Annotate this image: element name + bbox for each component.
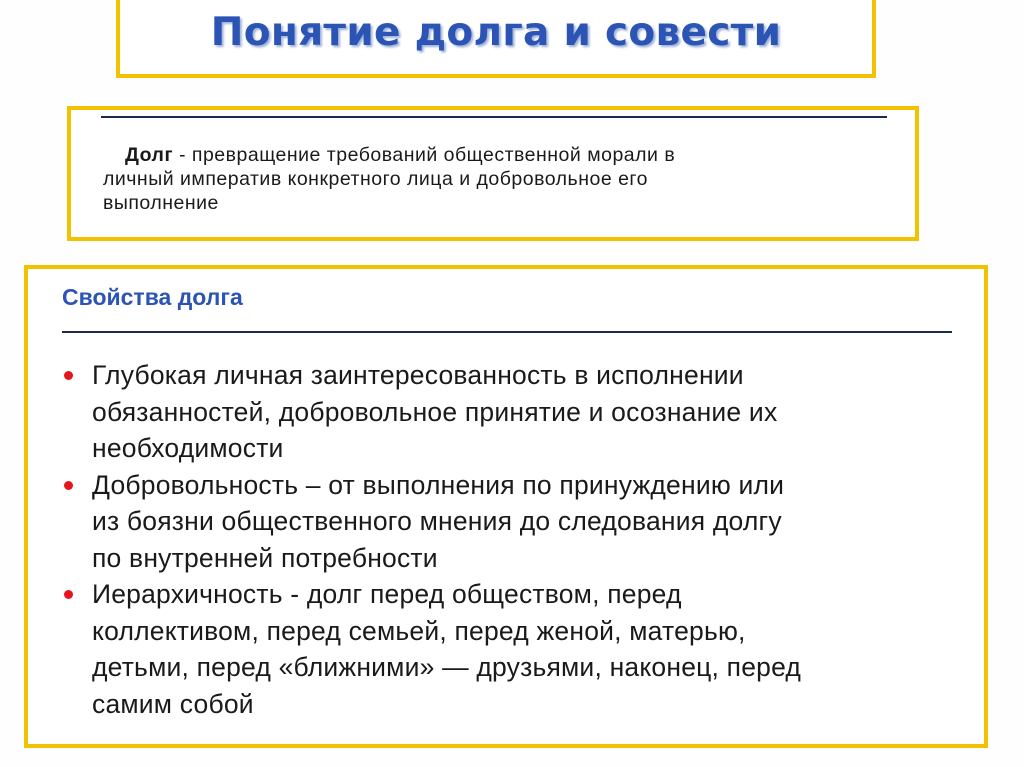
property-line: по внутренней потребности [92,542,438,573]
properties-list [62,357,962,722]
property-item [62,467,962,577]
property-line: самим собой [92,688,254,719]
definition-term: Долг [125,144,174,166]
definition-line-1 [103,143,893,167]
bullet-icon [64,371,73,380]
properties-frame [24,265,988,748]
property-line: детьми, перед «ближними» — друзьями, наконец, перед [92,652,802,682]
property-line: коллективом, перед семьей, перед женой, матерью, [92,615,746,646]
properties-heading: Свойства долга [62,284,243,310]
property-line: Глубокая личная заинтересованность в исполнении [92,360,744,390]
bullet-icon [64,590,73,599]
property-line: необходимости [92,433,284,463]
definition-line-2: личный императив конкретного лица и добровольное его [103,168,648,190]
title-frame [116,0,876,78]
definition-text [103,143,893,215]
definition-line-3: выполнение [103,192,219,214]
property-line: Иерархичность - долг перед обществом, перед [92,579,682,609]
properties-divider [62,331,952,333]
property-line: обязанностей, добровольное принятие и осознание их [92,396,778,427]
definition-frame [67,106,919,241]
bullet-icon [64,481,73,490]
property-item [62,357,962,467]
property-item [62,576,962,722]
slide-title: Понятие долга и совести [210,10,782,55]
property-line: из боязни общественного мнения до следования долгу [92,506,782,536]
definition-divider [101,116,887,118]
property-line: Добровольность – от выполнения по принуждению или [92,469,785,500]
definition-line-1-rest: - превращение требований общественной морали в [173,144,676,166]
